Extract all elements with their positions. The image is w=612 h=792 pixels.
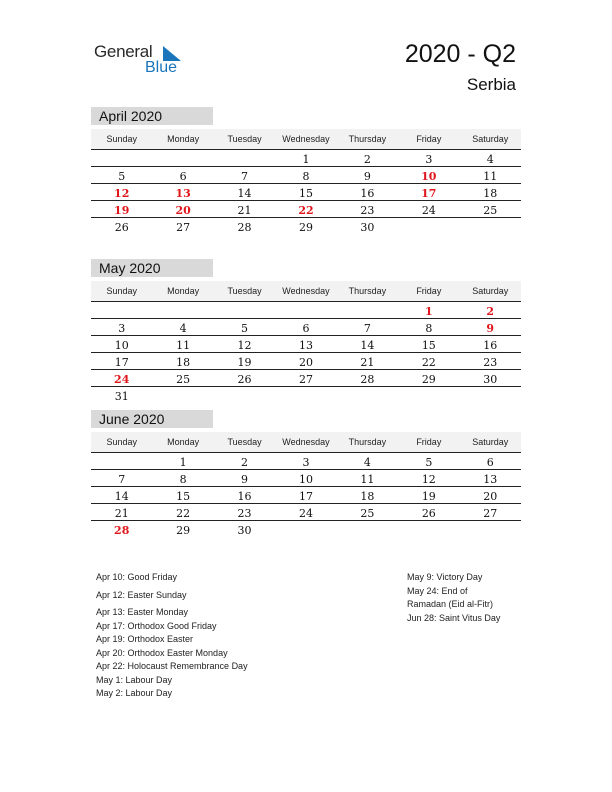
day-cell (91, 302, 152, 318)
logo-text-blue: Blue (145, 59, 178, 76)
day-cell: 15 (298, 187, 313, 200)
month-calendar (91, 107, 521, 235)
week-row (91, 201, 521, 218)
week-row (91, 302, 521, 319)
weekday-header: Friday (416, 437, 442, 447)
day-cell: 20 (175, 204, 191, 217)
day-cell: 22 (176, 507, 191, 520)
day-cell: 12 (421, 473, 436, 486)
day-cell: 29 (298, 221, 313, 234)
weekday-header: Thursday (348, 134, 387, 144)
day-cell: 21 (360, 356, 375, 369)
day-cell: 17 (298, 490, 313, 503)
weekday-header-row (91, 129, 521, 150)
day-cell (214, 302, 275, 318)
day-cell: 8 (302, 170, 310, 183)
day-cell: 11 (360, 473, 375, 486)
weekday-header: Saturday (472, 134, 509, 144)
weekday-header: Saturday (472, 437, 509, 447)
month-calendar (91, 259, 521, 404)
day-cell: 21 (114, 507, 129, 520)
week-row (91, 319, 521, 336)
day-cell: 16 (237, 490, 252, 503)
holiday-note: Apr 13: Easter Monday (96, 607, 189, 617)
day-cell: 5 (118, 170, 126, 183)
week-row (91, 218, 521, 235)
day-cell: 18 (176, 356, 191, 369)
day-cell: 18 (360, 490, 375, 503)
weekday-header: Wednesday (282, 437, 330, 447)
week-row (91, 504, 521, 521)
holiday-note: Apr 10: Good Friday (96, 572, 178, 582)
week-row (91, 184, 521, 201)
day-cell: 30 (483, 373, 498, 386)
day-cell: 24 (298, 507, 313, 520)
weekday-header: Sunday (106, 437, 137, 447)
weekday-header: Wednesday (282, 286, 330, 296)
day-cell: 24 (114, 373, 130, 386)
day-cell: 3 (302, 456, 310, 469)
week-row (91, 370, 521, 387)
week-row (91, 387, 521, 404)
day-cell: 17 (114, 356, 129, 369)
month-label: April 2020 (91, 107, 213, 125)
day-cell (214, 387, 275, 404)
week-row (91, 453, 521, 470)
day-cell: 27 (176, 221, 191, 234)
day-cell: 3 (118, 322, 126, 335)
day-cell (275, 521, 336, 538)
day-cell: 8 (179, 473, 187, 486)
day-cell: 14 (360, 339, 375, 352)
day-cell: 13 (483, 473, 498, 486)
day-cell: 26 (114, 221, 129, 234)
weekday-header: Thursday (348, 286, 387, 296)
weekday-header: Tuesday (227, 437, 262, 447)
day-cell (152, 150, 213, 166)
day-cell: 9 (241, 473, 249, 486)
day-cell: 22 (298, 204, 314, 217)
day-cell: 15 (421, 339, 436, 352)
page-title: 2020 - Q2 (404, 40, 516, 68)
holiday-note: Apr 22: Holocaust Remembrance Day (96, 661, 248, 671)
weekday-header: Monday (167, 286, 200, 296)
weekday-header: Friday (416, 286, 442, 296)
holiday-note: May 24: End of (407, 585, 468, 596)
day-cell: 5 (241, 322, 249, 335)
weekday-header-row (91, 432, 521, 453)
country-name: Serbia (466, 75, 516, 94)
day-cell: 1 (424, 305, 433, 318)
day-cell (398, 387, 459, 404)
month-label: May 2020 (91, 259, 213, 277)
day-cell: 8 (425, 322, 433, 335)
day-cell: 10 (298, 473, 313, 486)
month-calendar (91, 410, 521, 538)
day-cell: 17 (421, 187, 437, 200)
day-cell: 29 (176, 524, 191, 537)
day-cell: 22 (421, 356, 436, 369)
day-cell: 5 (425, 456, 433, 469)
day-cell: 2 (363, 153, 371, 166)
day-cell (460, 521, 521, 538)
day-cell: 7 (241, 170, 249, 183)
day-cell: 13 (298, 339, 313, 352)
day-cell: 2 (486, 305, 495, 318)
holiday-note: May 2: Labour Day (96, 688, 173, 698)
day-cell: 6 (486, 456, 494, 469)
holiday-note: May 1: Labour Day (96, 674, 173, 685)
day-cell: 30 (360, 221, 375, 234)
day-cell: 4 (363, 456, 371, 469)
day-cell: 19 (421, 490, 436, 503)
holiday-note: Jun 28: Saint Vitus Day (407, 612, 501, 623)
day-cell: 14 (237, 187, 252, 200)
holiday-note: Ramadan (Eid al-Fitr) (407, 599, 494, 609)
day-cell (275, 302, 336, 318)
weekday-header: Friday (416, 134, 442, 144)
holiday-note: Apr 19: Orthodox Easter (96, 634, 194, 644)
day-cell: 2 (241, 456, 249, 469)
day-cell: 21 (237, 204, 252, 217)
day-cell: 25 (360, 507, 375, 520)
logo-text-general: General (94, 42, 153, 61)
day-cell: 20 (298, 356, 313, 369)
weekday-header: Thursday (348, 437, 387, 447)
week-row (91, 336, 521, 353)
holiday-note: May 9: Victory Day (407, 572, 483, 582)
week-row (91, 150, 521, 167)
holiday-list-right (407, 571, 527, 625)
day-cell: 13 (175, 187, 191, 200)
day-cell: 11 (483, 170, 498, 183)
day-cell: 7 (118, 473, 126, 486)
week-row (91, 487, 521, 504)
day-cell: 24 (421, 204, 436, 217)
day-cell: 25 (483, 204, 498, 217)
day-cell (398, 521, 459, 538)
weekday-header: Tuesday (227, 286, 262, 296)
day-cell: 20 (483, 490, 498, 503)
day-cell: 19 (114, 204, 130, 217)
day-cell: 25 (176, 373, 191, 386)
day-cell: 18 (483, 187, 498, 200)
day-cell (91, 453, 152, 469)
day-cell: 12 (237, 339, 252, 352)
day-cell: 31 (114, 390, 129, 403)
weekday-header: Sunday (106, 286, 137, 296)
day-cell: 16 (360, 187, 375, 200)
weekday-header: Tuesday (227, 134, 262, 144)
day-cell: 28 (360, 373, 375, 386)
day-cell (337, 387, 398, 404)
day-cell: 27 (483, 507, 498, 520)
day-cell: 27 (298, 373, 313, 386)
weekday-header-row (91, 281, 521, 302)
weekday-header: Saturday (472, 286, 509, 296)
weekday-header: Sunday (106, 134, 137, 144)
day-cell (460, 387, 521, 404)
week-row (91, 167, 521, 184)
week-row (91, 470, 521, 487)
day-cell: 23 (483, 356, 498, 369)
week-row (91, 353, 521, 370)
day-cell (275, 387, 336, 404)
month-label: June 2020 (91, 410, 213, 428)
day-cell (91, 150, 152, 166)
holiday-list-left (96, 571, 356, 701)
holiday-note: Apr 20: Orthodox Easter Monday (96, 647, 228, 658)
day-cell: 10 (421, 170, 437, 183)
day-cell: 3 (425, 153, 433, 166)
day-cell (398, 218, 459, 235)
day-cell: 1 (302, 153, 310, 166)
day-cell: 26 (237, 373, 252, 386)
holiday-note: Apr 17: Orthodox Good Friday (96, 620, 217, 631)
day-cell: 12 (114, 187, 130, 200)
weekday-header: Wednesday (282, 134, 330, 144)
day-cell (214, 150, 275, 166)
day-cell (337, 521, 398, 538)
day-cell (152, 302, 213, 318)
holiday-note: Apr 12: Easter Sunday (96, 589, 187, 600)
week-row (91, 521, 521, 538)
day-cell: 14 (114, 490, 129, 503)
day-cell: 4 (179, 322, 187, 335)
day-cell: 9 (486, 322, 495, 335)
day-cell: 26 (421, 507, 436, 520)
weekday-header: Monday (167, 134, 200, 144)
day-cell: 10 (114, 339, 129, 352)
day-cell (460, 218, 521, 235)
weekday-header: Monday (167, 437, 200, 447)
day-cell: 9 (363, 170, 371, 183)
day-cell: 4 (486, 153, 494, 166)
day-cell: 23 (237, 507, 252, 520)
day-cell: 30 (237, 524, 252, 537)
day-cell (337, 302, 398, 318)
day-cell: 6 (179, 170, 187, 183)
day-cell: 29 (421, 373, 436, 386)
generalblue-logo (94, 42, 194, 78)
day-cell: 11 (176, 339, 191, 352)
day-cell: 28 (237, 221, 252, 234)
day-cell: 6 (302, 322, 310, 335)
day-cell: 19 (237, 356, 252, 369)
day-cell: 16 (483, 339, 498, 352)
day-cell: 1 (179, 456, 187, 469)
day-cell: 7 (363, 322, 371, 335)
day-cell: 28 (114, 524, 130, 537)
day-cell (152, 387, 213, 404)
day-cell: 23 (360, 204, 375, 217)
day-cell: 15 (176, 490, 191, 503)
